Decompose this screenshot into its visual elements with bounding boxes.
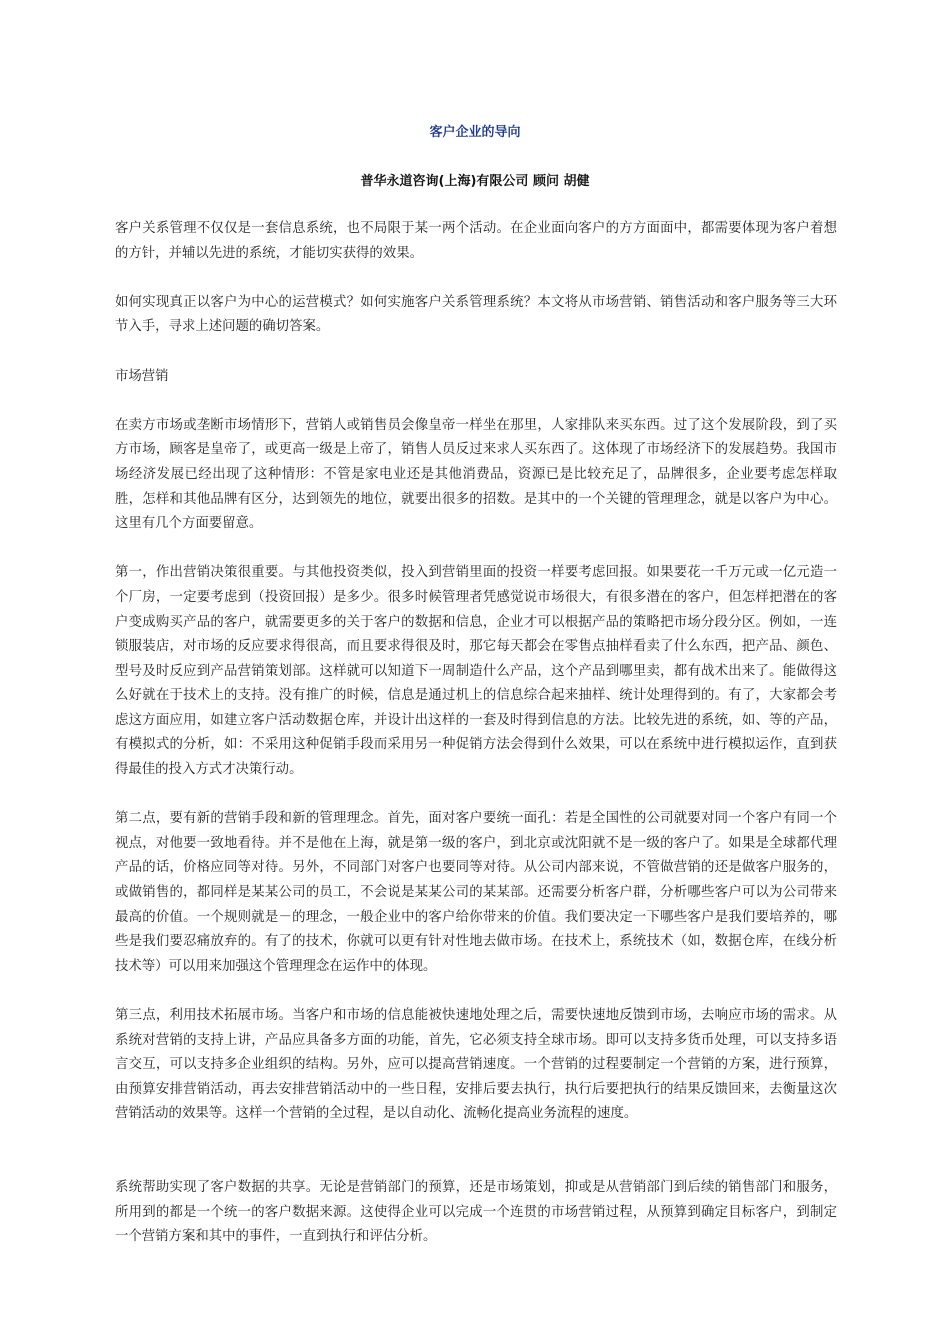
author-byline: 普华永道咨询(上海)有限公司 顾问 胡健	[360, 174, 590, 189]
paragraph-data-sharing: 系统帮助实现了客户数据的共享。无论是营销部门的预算，还是市场策划，抑或是从营销部门到后续的销售部门和服务，所用到的都是一个统一的客户数据来源。这使得企业可以完成一个连贯的市场营销过程，从预算到确定目标客户，到制定一个营销方案和其中的事件，一直到执行和评估分析。	[115, 1180, 837, 1245]
document-title: 客户企业的导向	[429, 125, 521, 140]
paragraph-intro: 客户关系管理不仅仅是一套信息系统，也不局限于某一两个活动。在企业面向客户的方方面面中，都需要体现为客户着想的方针，并辅以先进的系统，才能切实获得的效果。	[115, 221, 837, 261]
section-heading-marketing: 市场营销	[115, 368, 169, 384]
paragraph-question: 如何实现真正以客户为中心的运营模式？如何实施客户关系管理系统？本文将从市场营销、销售活动和客户服务等三大环节入手，寻求上述问题的确切答案。	[115, 294, 837, 335]
paragraph-market-trend: 在卖方市场或垄断市场情形下，营销人或销售员会像皇帝一样坐在那里，人家排队来买东西。过了这个发展阶段，到了买方市场，顾客是皇帝了，或更高一级是上帝了，销售人员反过来求人买东西了。这体现了市场经济下的发展趋势。我国市场经济发展已经出现了这种情形：不管是家电业还是其他消费品，资源已是比较充足了，品牌很多，企业要考虑怎样取胜，怎样和其他品牌有区分，达到领先的地位，就要出很多的招数。是其中的一个关键的管理理念，就是以客户为中心。这里有几个方面要留意。	[115, 417, 837, 532]
paragraph-point-one: 第一，作出营销决策很重要。与其他投资类似，投入到营销里面的投资一样要考虑回报。如果要花一千万元或一亿元造一个厂房，一定要考虑到（投资回报）是多少。很多时候管理者凭感觉说市场很大，有很多潜在的客户，但怎样把潜在的客户变成购买产品的客户，就需要更多的关于客户的数据和信息，企业才可以根据产品的策略把市场分段分区。例如，一连锁服装店，对市场的反应要求得很高，而且要求得很及时，那它每天都会在零售点抽样看卖了什么东西，把产品、颜色、型号及时反应到产品营销策划部。这样就可以知道下一周制造什么产品，这个产品到哪里卖，都有战术出来了。能做得这么好就在于技术上的支持。没有推广的时候，信息是通过机上的信息综合起来抽样、统计处理得到的。有了，大家都会考虑这方面应用，如建立客户活动数据仓库，并设计出这样的一套及时得到信息的方法。比较先进的系统，如、等的产品，有模拟式的分析，如：不采用这种促销手段而采用另一种促销方法会得到什么效果，可以在系统中进行模拟运作，直到获得最佳的投入方式才决策行动。	[115, 565, 837, 778]
paragraph-point-two: 第二点，要有新的营销手段和新的管理理念。首先，面对客户要统一面孔：若是全国性的公司就要对同一个客户有同一个视点，对他要一致地看待。并不是他在上海，就是第一级的客户，到北京或沈阳就不是一级的客户了。如果是全球都代理产品的话，价格应同等对待。另外，不同部门对客户也要同等对待。从公司内部来说，不管做营销的还是做客户服务的，或做销售的，都同样是某某公司的员工，不会说是某某公司的某某部。还需要分析客户群，分析哪些客户可以为公司带来最高的价值。一个规则就是－的理念，一般企业中的客户给你带来的价值。我们要决定一下哪些客户是我们要培养的，哪些是我们要忍痛放弃的。有了的技术，你就可以更有针对性地去做市场。在技术上，系统技术（如，数据仓库，在线分析技术等）可以用来加强这个管理理念在运作中的体现。	[115, 811, 837, 974]
paragraph-point-three: 第三点，利用技术拓展市场。当客户和市场的信息能被快速地处理之后，需要快速地反馈到市场，去响应市场的需求。从系统对营销的支持上讲，产品应具备多方面的功能，首先，它必须支持全球市场。即可以支持多货币处理，可以支持多语言交互，可以支持多企业组织的结构。另外，应可以提高营销速度。一个营销的过程要制定一个营销的方案，进行预算，由预算安排营销活动，再去安排营销活动中的一些日程，安排后要去执行，执行后要把执行的结果反馈回来，去衡量这次营销活动的效果等。这样一个营销的全过程，是以自动化、流畅化提高业务流程的速度。	[115, 1008, 837, 1122]
document-body	[115, 217, 837, 1275]
